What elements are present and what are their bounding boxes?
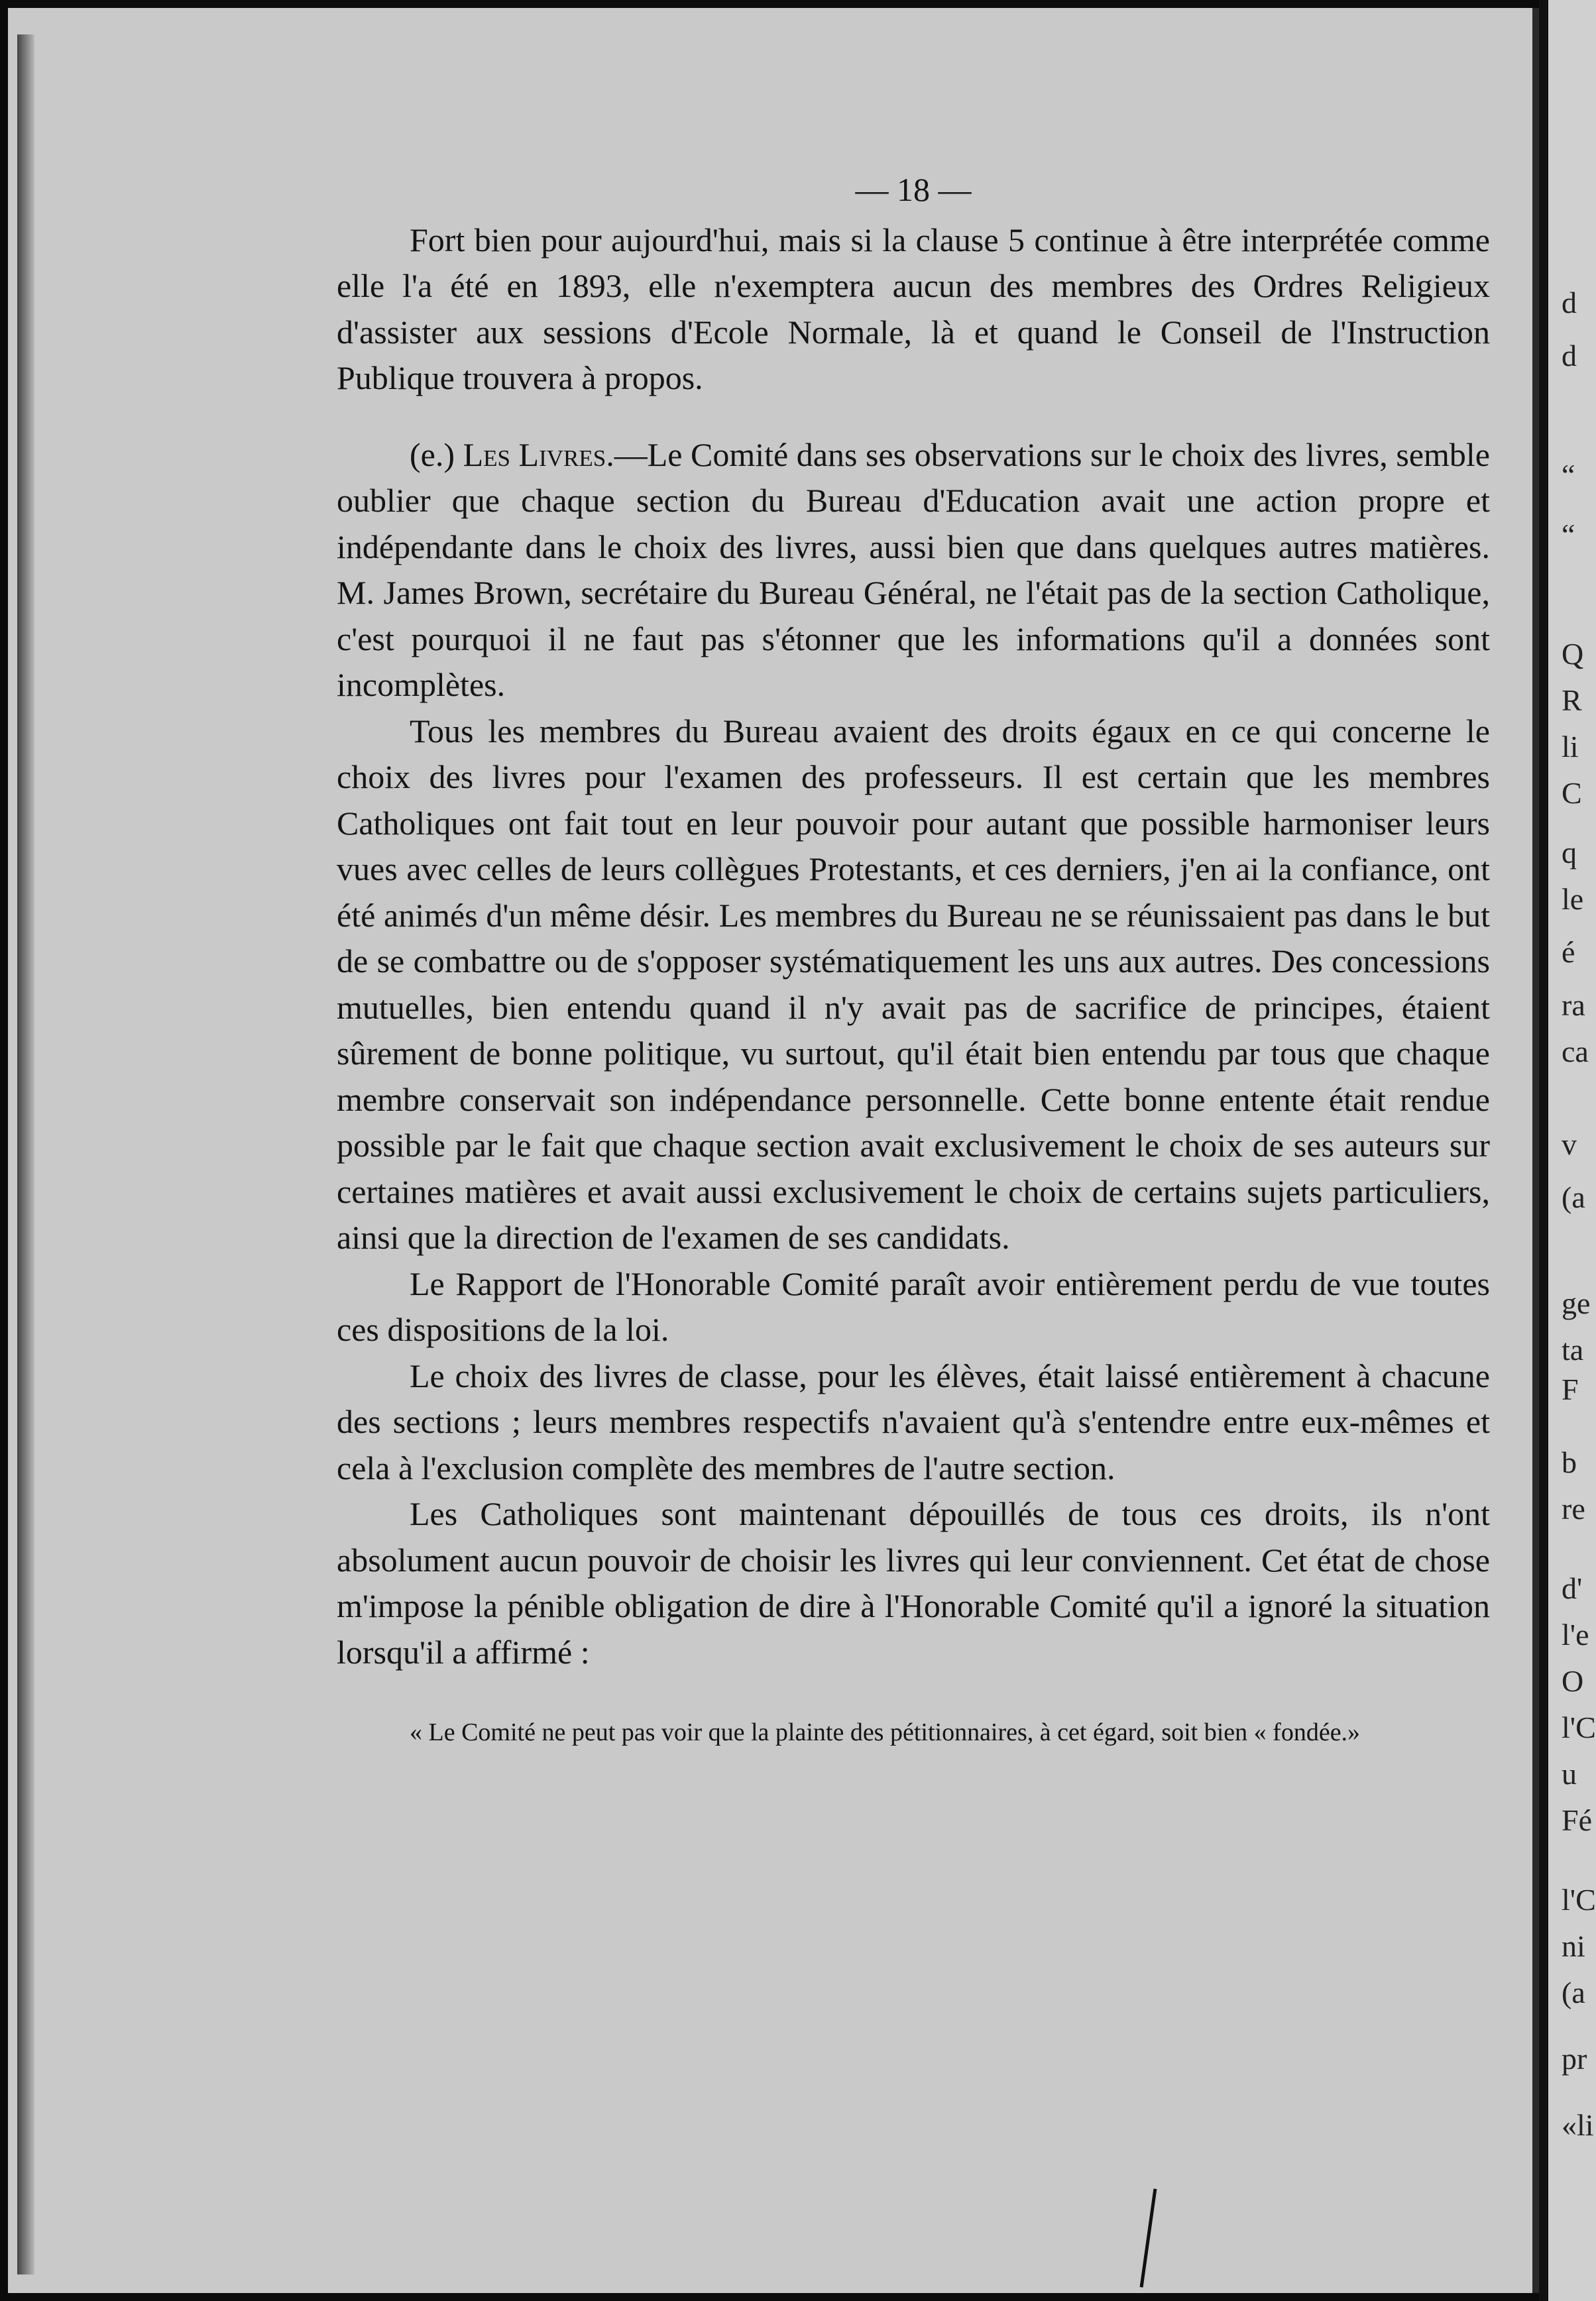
adjacent-page-edge: [1539, 0, 1596, 2301]
section-title: Les Livres.: [463, 435, 614, 473]
adjacent-page-fragment: l'e: [1562, 1618, 1589, 1652]
adjacent-page-fragment: F: [1562, 1373, 1579, 1406]
adjacent-page-fragment: ge: [1562, 1286, 1591, 1320]
scan-artifact: [1140, 2188, 1157, 2287]
paragraph-2: [337, 432, 1490, 708]
adjacent-page-fragment: d': [1562, 1571, 1583, 1605]
paragraph-4: Le Rapport de l'Honorable Comité paraît avoir entièrement perdu de vue toutes ces dispositions de la loi.: [337, 1264, 1490, 1348]
adjacent-page-fragment: ca: [1562, 1035, 1589, 1068]
adjacent-page-fragment: é: [1562, 935, 1575, 969]
adjacent-page-fragment: q: [1562, 836, 1577, 870]
adjacent-page-fragment: O: [1562, 1664, 1584, 1698]
page-number: — 18 —: [855, 171, 972, 208]
adjacent-page-fragment: Q: [1562, 637, 1584, 671]
binding-edge: [17, 34, 34, 2274]
scanned-page: [8, 8, 1539, 2293]
adjacent-page-fragment: (a: [1562, 1976, 1585, 2009]
paragraph-1: Fort bien pour aujourd'hui, mais si la clause 5 continue à être interprétée comme elle l'a été en 1893, elle n'exemptera aucun des membres des Ordres Religieux d'assister aux sessions d'Ecole Normale, là et quand le Conseil de l'Instruction Publique trouvera à propos.: [337, 221, 1490, 396]
adjacent-page-fragment: ta: [1562, 1333, 1584, 1367]
paragraph-3: Tous les membres du Bureau avaient des droits égaux en ce qui concerne le choix des livres pour l'examen des professeurs. Il est certain que les membres Catholiques ont fait tout en leur pouvoir pour autant que possible harmoniser leurs vues avec celles de leurs collègues Protestants, et ces derniers, j'en ai la confiance, ont été animés d'un même désir. Les membres du Bureau ne se réunissaient pas dans le but de se combattre ou de s'opposer systématiquement les uns aux autres. Des concessions mutuelles, bien entendu quand il n'y avait pas de sacrifice de principes, étaient sûrement de bonne politique, vu surtout, qu'il était bien entendu par tous que chaque membre conservait son indépendance personnelle. Cette bonne entente était rendue possible par le fait que chaque section avait exclusivement le choix de ses auteurs sur certaines matières et avait aussi exclusivement le choix de certains sujets particuliers, ainsi que la direction de l'examen de ses candidats.: [337, 712, 1490, 1256]
adjacent-page-fragment: l'C: [1562, 1711, 1596, 1744]
adjacent-page-fragment: ni: [1562, 1929, 1585, 1963]
adjacent-page-fragment: Fé: [1562, 1803, 1592, 1837]
adjacent-page-fragment: «li: [1562, 2108, 1594, 2142]
adjacent-page-fragment: d: [1562, 286, 1577, 319]
page-body: [337, 167, 1490, 1776]
adjacent-page-fragment: ra: [1562, 988, 1585, 1022]
adjacent-page-fragment: b: [1562, 1445, 1577, 1479]
adjacent-page-fragment: (a: [1562, 1180, 1585, 1214]
paragraph-5: Le choix des livres de classe, pour les élèves, était laissé entièrement à chacune des sections ; leurs membres respectifs n'avaient qu'à s'entendre entre eux-mêmes et cela à l'exclusion complète des membres de l'autre section.: [337, 1357, 1490, 1487]
adjacent-page-fragment: l'C: [1562, 1883, 1596, 1917]
adjacent-page-fragment: C: [1562, 776, 1582, 810]
adjacent-page-fragment: v: [1562, 1127, 1577, 1161]
paragraph-6: Les Catholiques sont maintenant dépouillés de tous ces droits, ils n'ont absolument aucun pouvoir de choisir les livres qui leur conviennent. Cet état de chose m'impose la pénible obligation de dire à l'Honorable Comité qu'il a ignoré la situation lorsqu'il a affirmé :: [337, 1495, 1490, 1671]
adjacent-page-fragment: d: [1562, 339, 1577, 372]
adjacent-page-fragment: pr: [1562, 2042, 1587, 2076]
adjacent-page-fragment: re: [1562, 1492, 1585, 1526]
adjacent-page-fragment: le: [1562, 882, 1584, 916]
adjacent-page-fragment: u: [1562, 1757, 1577, 1791]
section-marker: (e.): [410, 435, 455, 473]
footnote: « Le Comité ne peut pas voir que la plainte des pétitionnaires, à cet égard, soit bien « fondée.»: [410, 1718, 1361, 1746]
adjacent-page-fragment: li: [1562, 730, 1579, 763]
adjacent-page-fragment: “: [1562, 518, 1575, 551]
adjacent-page-fragment: “: [1562, 458, 1575, 492]
paragraph-2-text: —Le Comité dans ses observations sur le choix des livres, semble oublier que chaque section du Bureau d'Education avait une action propre et indépendante dans le choix des livres, aussi bien que dans quelques autres matières. M. James Brown, secrétaire du Bureau Général, ne l'était pas de la section Catholique, c'est pourquoi il ne faut pas s'étonner que les informations qu'il a données sont incomplètes.: [337, 435, 1490, 703]
adjacent-page-fragment: R: [1562, 683, 1582, 717]
